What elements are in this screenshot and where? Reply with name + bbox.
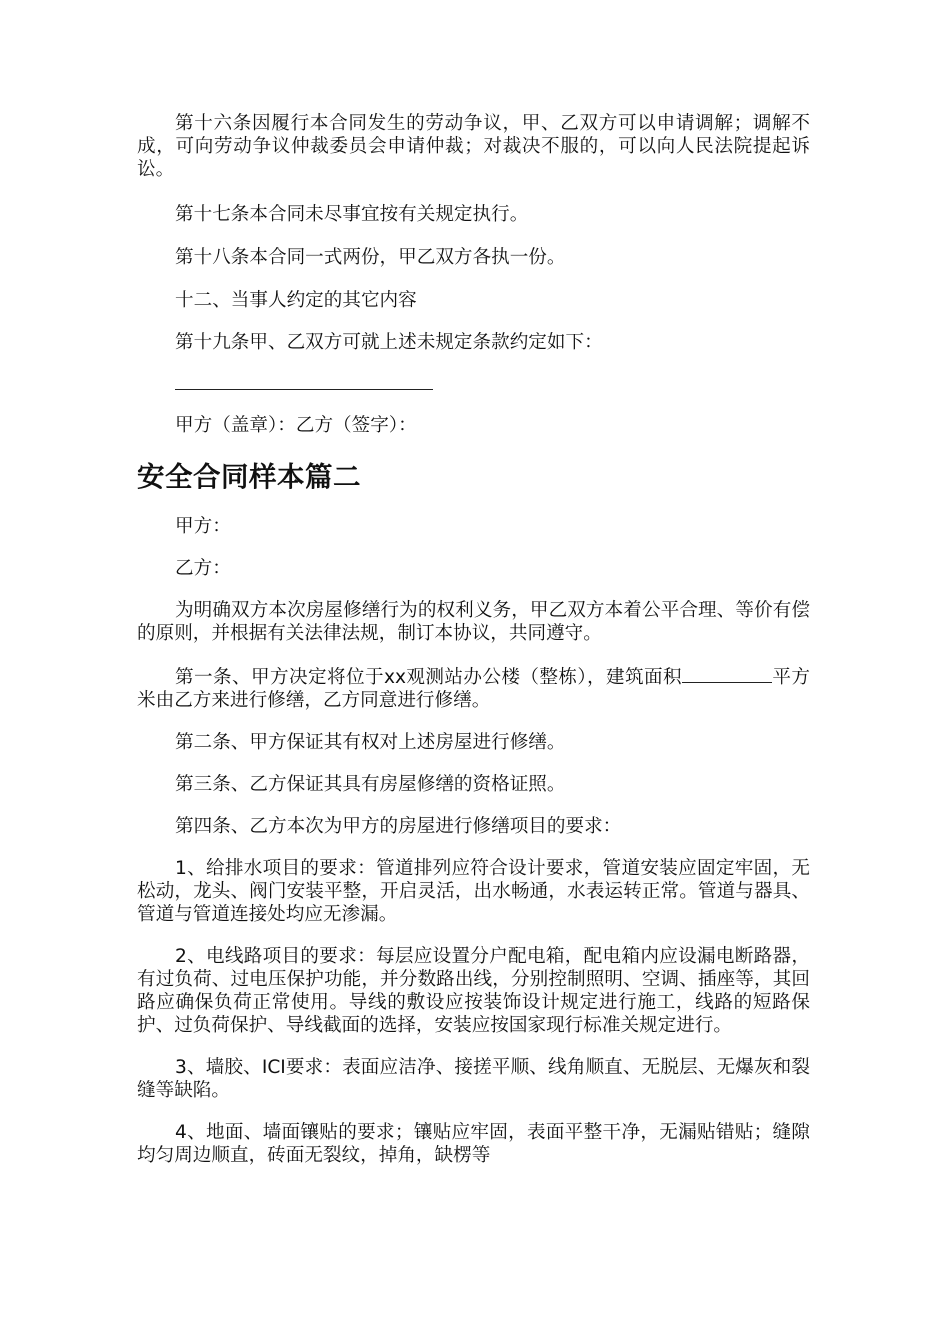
signature-line: 甲方（盖章）：乙方（签字）： [175, 415, 417, 436]
article-19: 第十九条甲、乙双方可就上述未规定条款约定如下： [175, 332, 603, 353]
item-1: 1、给排水项目的要求：管道排列应符合设计要求，管道安装应固定牢固，无松动，龙头、阀门安装平整，开启灵活，出水畅通，水表运转正常。管道与器具、管道与管道连接处均应无渗漏。 [137, 858, 810, 925]
article-17: 第十七条本合同未尽事宜按有关规定执行。 [175, 204, 529, 225]
document-page [137, 112, 810, 1167]
intro-paragraph: 为明确双方本次房屋修缮行为的权利义务，甲乙双方本着公平合理、等价有偿的原则，并根据有关法律法规，制订本协议，共同遵守。 [137, 600, 810, 644]
article-4: 第四条、乙方本次为甲方的房屋进行修缮项目的要求： [175, 816, 622, 837]
article-3: 第三条、乙方保证其具有房屋修缮的资格证照。 [175, 774, 566, 795]
item-3: 3、墙胶、ICI要求：表面应洁净、接搓平顺、线角顺直、无脱层、无爆灰和裂缝等缺陷。 [137, 1057, 810, 1101]
item-4: 4、地面、墙面镶贴的要求；镶贴应牢固，表面平整干净，无漏贴错贴；缝隙均匀周边顺直，砖面无裂纹，掉角，缺楞等 [137, 1122, 810, 1166]
section-title: 安全合同样本篇二 [137, 461, 361, 493]
article-2: 第二条、甲方保证其有权对上述房屋进行修缮。 [175, 732, 566, 753]
item-2: 2、电线路项目的要求：每层应设置分户配电箱，配电箱内应设漏电断路器，有过负荷、过电压保护功能，并分数路出线，分别控制照明、空调、插座等，其回路应确保负荷正常使用。导线的敷设应按装饰设计规定进行施工，线路的短路保护、过负荷保护、导线截面的选择，安装应按国家现行标准关规定进行。 [137, 946, 810, 1036]
article-16: 第十六条因履行本合同发生的劳动争议，甲、乙双方可以申请调解；调解不成，可向劳动争议仲裁委员会申请仲裁；对裁决不服的，可以向人民法院提起诉讼。 [137, 113, 810, 180]
section-12-heading: 十二、当事人约定的其它内容 [175, 290, 417, 311]
party-b-label: 乙方： [175, 558, 231, 579]
article-18: 第十八条本合同一式两份，甲乙双方各执一份。 [175, 247, 566, 268]
article-1 [137, 664, 810, 712]
article-1-text-after: 平方米由乙方来进行修缮，乙方同意进行修缮。 [137, 667, 810, 711]
party-a-label: 甲方： [175, 516, 231, 537]
area-blank-field [682, 664, 772, 683]
article-1-text-before: 第一条、甲方决定将位于xx观测站办公楼（整栋），建筑面积 [175, 667, 682, 688]
